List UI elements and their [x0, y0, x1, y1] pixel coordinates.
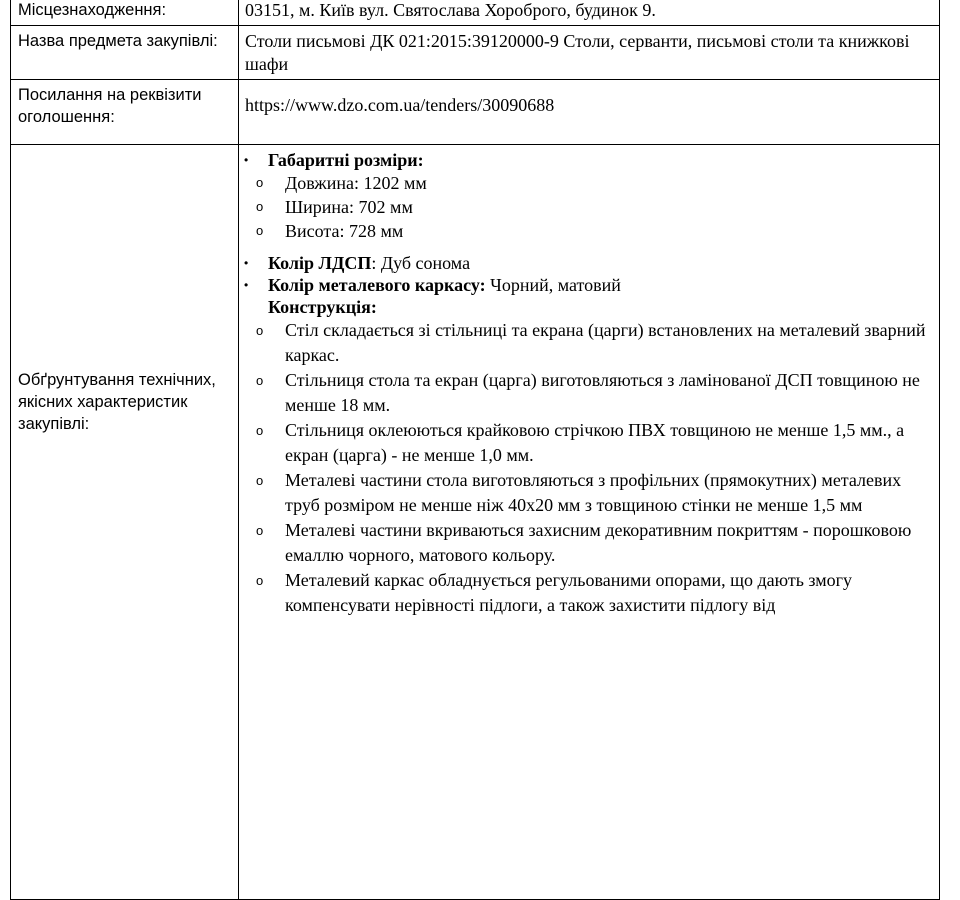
justification-label: Обґрунтування технічних, якісних характеристик закупівлі: — [11, 145, 239, 900]
link-label: Посилання на реквізити оголошення: — [11, 80, 239, 145]
construction-item — [245, 518, 931, 568]
row-location — [11, 0, 940, 26]
construction-item — [245, 318, 931, 368]
construction-list — [245, 318, 931, 618]
subject-label: Назва предмета закупівлі: — [11, 26, 239, 80]
sub-bullet-icon: o — [256, 175, 264, 190]
sub-bullet-icon: o — [256, 573, 264, 588]
construction-text: Металевий каркас обладнується регульованими опорами, що дають змогу компенсувати нерівності підлоги, а також захистити підлогу від — [285, 570, 853, 615]
construction-title: Конструкція: — [268, 297, 377, 317]
dimension-text: Висота: 728 мм — [285, 221, 404, 241]
link-value: https://www.dzo.com.ua/tenders/30090688 — [239, 80, 940, 145]
construction-text: Металеві частини стола виготовляються з профільних (прямокутних) металевих труб розміром не менше ніж 40х20 мм з товщиною стінки не менше 1,5 мм — [285, 470, 902, 515]
justification-value — [239, 145, 940, 900]
construction-text: Стільниця оклеюються крайковою стрічкою ПВХ товщиною не менше 1,5 мм., а екран (царга) - не менше 1,0 мм. — [285, 420, 905, 465]
dimension-text: Ширина: 702 мм — [285, 197, 413, 217]
color-ldsp-value: : Дуб сонома — [371, 253, 471, 273]
color-frame-bullet — [245, 274, 931, 296]
location-label: Місцезнаходження: — [11, 0, 239, 26]
dimension-item — [245, 219, 931, 243]
dimensions-list — [245, 171, 931, 243]
dimension-item — [245, 195, 931, 219]
row-link — [11, 80, 940, 145]
construction-text: Стіл складається зі стільниці та екрана (царги) встановлених на металевий зварний каркас. — [285, 320, 926, 365]
sub-bullet-icon: o — [256, 199, 264, 214]
dimensions-title: Габаритні розміри: — [268, 150, 424, 170]
construction-item — [245, 368, 931, 418]
row-subject — [11, 26, 940, 80]
row-justification — [11, 145, 940, 900]
construction-text: Стільниця стола та екран (царга) виготовляються з ламінованої ДСП товщиною не менше 18 мм. — [285, 370, 920, 415]
sub-bullet-icon: o — [256, 373, 264, 388]
construction-item — [245, 418, 931, 468]
color-frame-value: Чорний, матовий — [485, 275, 621, 295]
sub-bullet-icon: o — [256, 223, 264, 238]
color-ldsp-bullet — [245, 252, 931, 274]
dimensions-bullet — [245, 149, 931, 171]
spacer — [245, 243, 931, 252]
sub-bullet-icon: o — [256, 323, 264, 338]
sub-bullet-icon: o — [256, 473, 264, 488]
procurement-table — [10, 0, 940, 900]
construction-item — [245, 568, 931, 618]
construction-item — [245, 468, 931, 518]
location-value: 03151, м. Київ вул. Святослава Хороброго, будинок 9. — [239, 0, 940, 26]
construction-text: Металеві частини вкриваються захисним декоративним покриттям - порошковою емаллю чорного, матового кольору. — [285, 520, 912, 565]
sub-bullet-icon: o — [256, 423, 264, 438]
dimension-text: Довжина: 1202 мм — [285, 173, 427, 193]
dimension-item — [245, 171, 931, 195]
sub-bullet-icon: o — [256, 523, 264, 538]
color-frame-label: Колір металевого каркасу: — [268, 275, 486, 295]
color-ldsp-label: Колір ЛДСП — [268, 253, 372, 273]
subject-value: Столи письмові ДК 021:2015:39120000-9 Столи, серванти, письмові столи та книжкові шафи — [239, 26, 940, 80]
